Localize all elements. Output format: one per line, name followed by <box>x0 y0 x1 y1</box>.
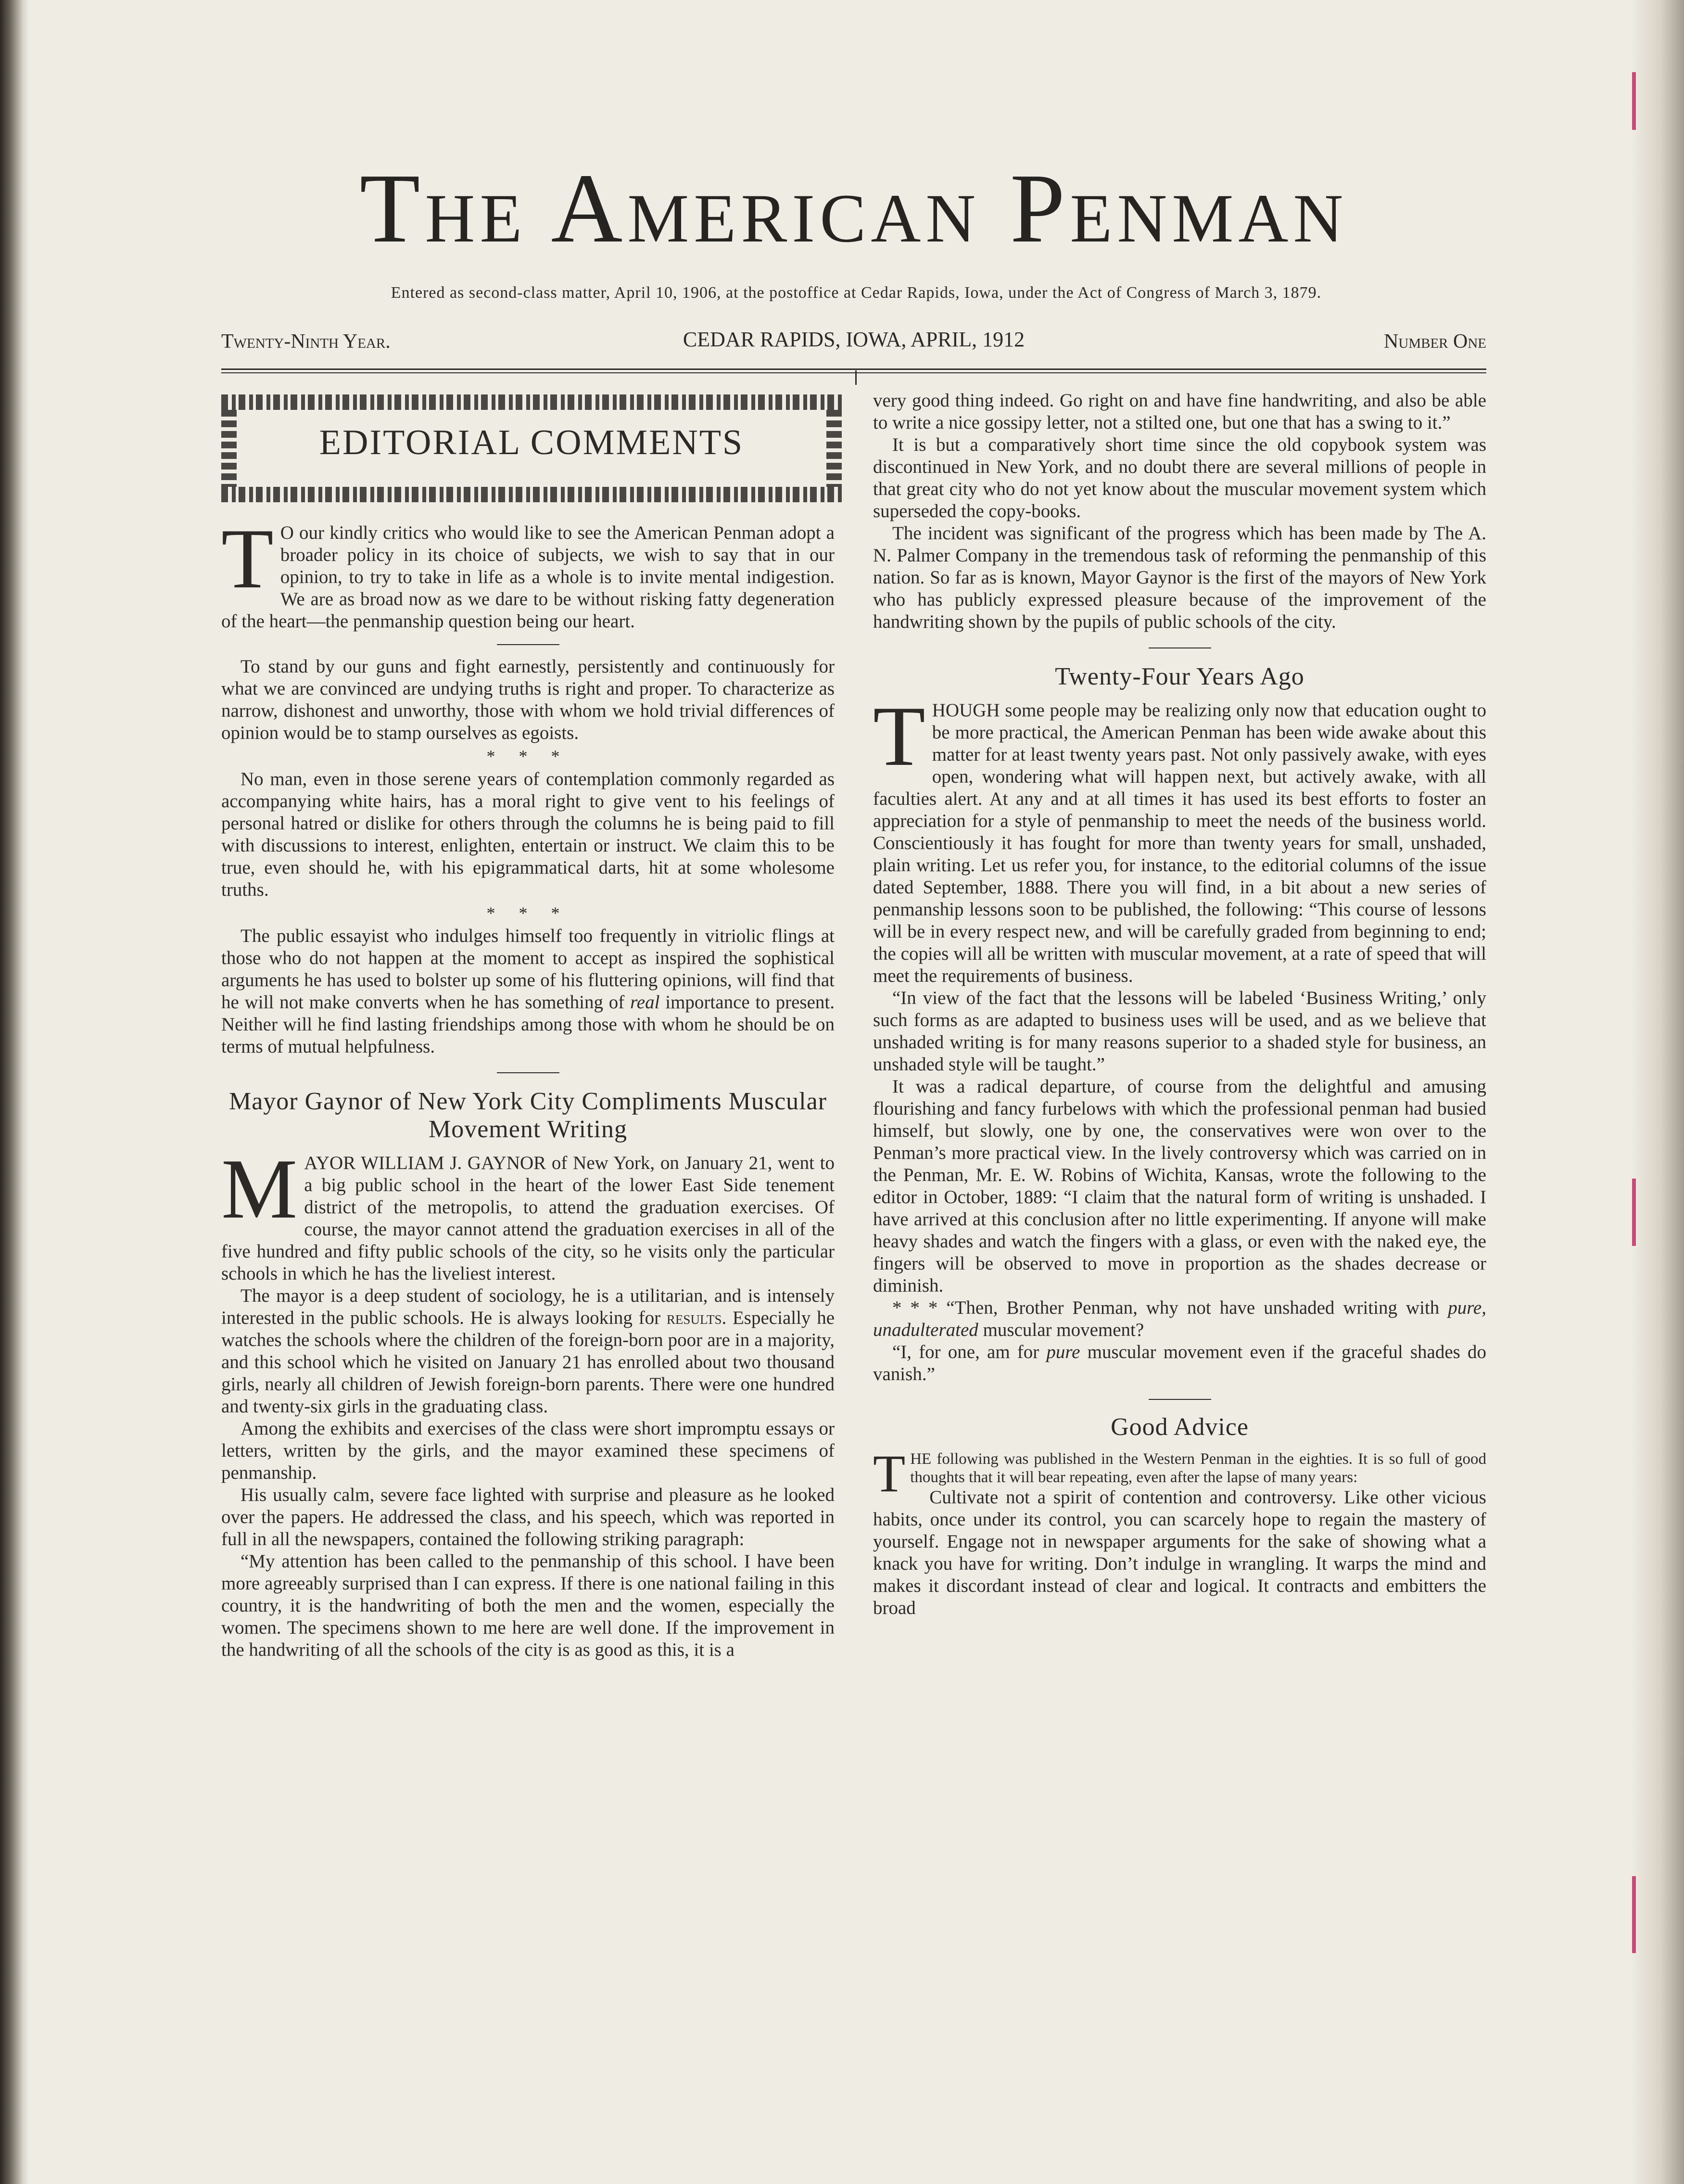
issue-year: Twenty-Ninth Year. <box>221 330 391 353</box>
history-paragraph: “I, for one, am for pure muscular movement even if the graceful shades do vanish.” <box>873 1342 1486 1384</box>
header-rule-thin <box>221 372 1486 373</box>
section-divider <box>497 1072 559 1073</box>
gaynor-paragraph: MAYOR WILLIAM J. GAYNOR of New York, on January 21, went to a big public school in the heart of the lower East Side tenement district of the metropolis, to attend the graduation exercises. Of course, the mayor cannot attend the graduation exercises in all of the five hundred and fifty public schools of the city, so he visits only the particular schools in which he has the liveliest interest. <box>221 1141 835 1284</box>
advice-paragraph: Cultivate not a spirit of contention and controversy. Like other vicious habits, once under its control, you can scarcely hope to regain the mastery of yourself. Engage not in newspaper arguments for the sake of showing what a knack you have for writing. Don’t indulge in wrangling. It warps the mind and makes it discordant instead of clear and logical. It contracts and embitters the broad <box>873 1487 1486 1618</box>
gaynor-paragraph: It is but a comparatively short time since the old copybook system was discontinued in New York, and no doubt there are several millions of people in that great city who do not yet know about the muscular movement system which superseded the copy-books. <box>873 434 1486 521</box>
advice-intro-paragraph: THE following was published in the Western Penman in the eighties. It is so full of good thoughts that it will bear repeating, even after the lapse of many years: <box>873 1444 1486 1503</box>
good-advice-intro <box>873 1444 1486 1503</box>
ornamental-border-top <box>221 394 842 410</box>
section-divider <box>497 644 559 645</box>
gaynor-article-heading: Mayor Gaynor of New York City Compliments Muscular Movement Writing <box>228 1088 827 1143</box>
editorial-paragraph: No man, even in those serene years of contemplation commonly regarded as accompanying white hairs, has a moral right to give vent to his feelings of personal hatred or dislike for others through the columns he is being paid to fill with discussions to interest, enlighten, entertain or instruct. We claim this to be true, even should he, with his epigrammatical darts, hit at some wholesome truths. <box>221 769 835 900</box>
history-paragraph: It was a radical departure, of course from the delightful and amusing flourishing and fancy furbelows with which the professional penman had busied himself, but slowly, one by one, the conservatives were won over to the Penman’s more practical view. In the lively controversy which was carried on in the Penman, Mr. E. W. Robins of Wichita, Kansas, wrote the following to the editor in October, 1889: “I claim that the natural form of writing is unshaded. I have arrived at this conclusion after no little experimenting. If anyone will make heavy shades and watch the fingers with a glass, or even with the naked eye, the fingers will be observed to move in proportion as the shades decrease or diminish. <box>873 1076 1486 1296</box>
page-edge-mark <box>1632 1876 1636 1953</box>
editorial-paragraph: The public essayist who indulges himself too frequently in vitriolic flings at those who do not happen at the moment to accept as inspired the sophistical arguments he has used to bolster up some of his fluttering opinions, will find that he will not make converts when he has something of real importance to present. Neither will he find lasting friendships among those with whom he should be on terms of mutual helpfulness. <box>221 926 835 1057</box>
history-paragraph: THOUGH some people may be realizing only now that education ought to be more practical, the American Penman has been wide awake about this matter for at least twenty years past. Not only passively awake, with eyes open, wondering what will happen next, but actively awake, with all faculties alert. At any and at all times it has used its best efforts to foster an appreciation for a style of penmanship to meet the needs of the business world. Conscientiously it has fought for more than twenty years for small, unshaded, plain writing. Let us refer you, for instance, to the editorial columns of the issue dated September, 1888. There you will find, in a bit about a new series of penmanship lessons soon to be published, the following: “This course of lessons will be in every respect new, and will be carefully graded from beginning to end; the copies will all be written with muscular movement, at a rate of speed that will meet the requirements of business. <box>873 688 1486 986</box>
editorial-paragraph: To stand by our guns and fight earnestly, persistently and continuously for what we are convinced are undying truths is right and proper. To characterize as narrow, dishonest and unworthy, those with whom we hold trivial differences of opinion would be to stamp ourselves as egoists. <box>221 656 835 743</box>
gaynor-paragraph: The incident was significant of the progress which has been made by The A. N. Palmer Company in the tremendous task of reforming the penmanship of this nation. So far as is known, Mayor Gaynor is the first of the mayors of New York who has publicly expressed pleasure because of the improvement of the handwriting shown by the pupils of public schools of the city. <box>873 523 1486 632</box>
page-edge-mark <box>1632 1179 1636 1246</box>
gaynor-paragraph: Among the exhibits and exercises of the class were short impromptu essays or letters, written by the girls, and the mayor examined these specimens of penmanship. <box>221 1418 835 1483</box>
history-paragraph: “In view of the fact that the lessons will be labeled ‘Business Writing,’ only such forms as are adapted to business uses will be used, and as we believe that unshaded writing is for many reasons superior to a shaded style for business, an unshaded style will be taught.” <box>873 988 1486 1075</box>
masthead-title: The American Penman <box>359 153 1348 263</box>
drop-cap: T <box>873 1444 906 1503</box>
column-divider-tick <box>855 370 857 385</box>
gaynor-paragraph: The mayor is a deep student of sociology, he is a utilitarian, and is intensely interested in the public schools. He is always looking for results. Especially he watches the schools where the children of the foreign-born poor are in a majority, and this school which he visited on January 21 has enrolled about two thousand girls, nearly all children of Jewish foreign-born parents. There were one hundred and twenty-six girls in the graduating class. <box>221 1285 835 1417</box>
twenty-four-years-heading: Twenty-Four Years Ago <box>1055 663 1304 690</box>
good-advice-heading: Good Advice <box>1111 1413 1249 1441</box>
editorial-paragraph: T O our kindly critics who would like to see the American Penman adopt a broader policy in its choice of subjects, we wish to say that in our opinion, to try to take in life as a whole is to invite mental indigestion. We are as broad now as we dare to be without risking fatty degeneration of the heart—the penmanship question being our heart. <box>221 511 835 632</box>
editorial-comments-heading: EDITORIAL COMMENTS <box>319 423 744 462</box>
page-edge-mark <box>1632 72 1636 130</box>
drop-cap: T <box>221 511 274 606</box>
gaynor-paragraph: His usually calm, severe face lighted with surprise and pleasure as he looked over the papers. He addressed the class, and his speech, which was reported in full in all the newspapers, contained the following striking paragraph: <box>221 1485 835 1549</box>
binding-left-edge <box>0 0 29 2184</box>
postal-entry-notice: Entered as second-class matter, April 10, 1906, at the postoffice at Cedar Rapids, Iowa, under the Act of Congress of March 3, 1879. <box>391 284 1322 302</box>
asterism: * * * <box>486 747 570 766</box>
issue-info-line <box>221 327 1486 356</box>
asterism: * * * <box>486 903 570 923</box>
right-column <box>873 390 1486 1619</box>
editorial-comments-box <box>221 394 842 503</box>
ornamental-border-bottom <box>221 487 842 502</box>
binding-right-edge <box>1631 0 1684 2184</box>
history-paragraph: * * * “Then, Brother Penman, why not have unshaded writing with pure, unadulterated muscular movement? <box>873 1297 1486 1340</box>
drop-cap: T <box>873 688 925 784</box>
gaynor-paragraph: very good thing indeed. Go right on and have fine handwriting, and also be able to write a nice gossipy letter, not a stilted one, but one that has a swing to it.” <box>873 390 1486 433</box>
issue-place-date: CEDAR RAPIDS, IOWA, APRIL, 1912 <box>683 328 1025 351</box>
newspaper-page <box>221 0 1486 2184</box>
drop-cap: M <box>221 1141 298 1236</box>
section-divider <box>1149 1399 1211 1400</box>
left-column <box>221 394 835 1661</box>
header-rule <box>221 368 1486 370</box>
issue-number: Number One <box>1384 330 1486 353</box>
gaynor-paragraph: “My attention has been called to the penmanship of this school. I have been more agreeably surprised than I can express. If there is one national failing in this country, it is the handwriting of both the men and the women, especially the women. The specimens shown to me here are well done. If the improvement in the handwriting of all the schools of the city is as good as this, it is a <box>221 1551 835 1660</box>
